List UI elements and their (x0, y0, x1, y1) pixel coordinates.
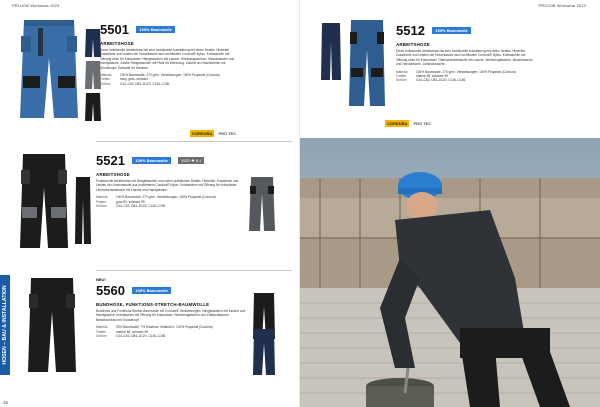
pants-image-5560 (26, 276, 78, 376)
pants-thumb-5521-2 (248, 176, 276, 232)
section-divider (96, 270, 292, 271)
section-tab-label: HOSEN – BAU & INSTALLATION (2, 285, 8, 365)
new-tag: NEU! (96, 277, 106, 282)
cordura-logo: CORDURA (387, 121, 408, 126)
pants-thumb-5501-3 (84, 92, 102, 122)
material-badge: 100% Baumwolle (132, 287, 170, 294)
spec-row: Größen C44–C62, D84–D120, C146–C156 (100, 81, 170, 86)
material-badge: 100% Baumwolle (432, 27, 470, 34)
product-5560 (96, 277, 246, 338)
variant-badge: 5522 ✚ 5.1 (178, 157, 204, 164)
spec-row: Material 100% Baumwolle, 270 g/m². Verstärkungen: 100% Polyamid (Cordura) (100, 73, 220, 78)
page-number: 16 (3, 400, 9, 405)
section-tab (0, 275, 10, 375)
pants-image-5521 (18, 152, 70, 252)
spec-row: Größen C44–C62, D84–D120, C146–C156 (96, 333, 166, 338)
spec-row: Größen C44–C62, D84–D120, C146–C156 (396, 78, 466, 83)
spec-list (396, 70, 536, 83)
protec-logo: PRO TEC (218, 131, 237, 136)
pants-image-5512-navy (320, 22, 342, 82)
spec-row: Material 100% Baumwolle, 270 g/m². Verstärkungen: 100% Polyamid (Cordura) (96, 195, 216, 200)
spec-list (100, 73, 240, 86)
spec-row: Material 93% Baumwolle, 7% Elasthan. Material 2: 100% Polyamid (Cordura) (96, 325, 213, 330)
spec-row: Material 100% Baumwolle, 270 g/m². Verstärkungen: 100% Polyamid (Cordura) (396, 69, 516, 74)
product-description: Bundhose aus Funktions-Stretch-Baumwolle mit Cordura®-Verstärkungen. Hängetaschen mit Lasche und Handytasche. Knietaschen mit Öffnung für Kniepolster. Werkzeugtaschen und Zollstocktasche. Beinabschluss mit Druckknopf. (96, 309, 246, 322)
running-header: PROJOB Workwear 2023 (538, 3, 586, 8)
product-title: ARBEITSHOSE (396, 42, 430, 47)
spec-row: Farben marine 58, schwarz 99 (96, 329, 149, 334)
product-title: BUNDHOSE, FUNKTIONS-STRETCH-BAUMWOLLE (96, 302, 210, 307)
spec-row: Farben grau 90, schwarz 99 (96, 199, 145, 204)
product-number: 5512 (396, 23, 425, 39)
running-header: PROJOB Workwear 2023 (12, 3, 60, 8)
product-description: Funktionelle Arbeitshose mit Hängetaschen und vielen praktischen Details. Hinterteil, Zusatzknie und Leisten der Hosentasche aus hochfestem Cordura® Nylon. Knietaschen mit Öffnung für Kniepolster. Oberschenkeltasche mit Lasche und Handytasche. (96, 179, 239, 192)
product-number: 5521 (96, 153, 125, 169)
spec-row: Größen C44–C62, D84–D120, C146–C156 (96, 203, 166, 208)
product-description: Diese funktionelle Arbeitshose hat eine funktionelle Ausstattung mit vielen Details. Hinterteil, Zusatzknie und Leisten der Hosentasche aus hochfestem Cordura® Nylon. Knietaschen mit Öffnung oben für Kniepolster. Oberschenkeltasche mit Lasche. Werkzeugtaschen, Messertasche und Handytasche. Zollstocktasche. (396, 49, 533, 67)
feature-logos (385, 120, 431, 127)
material-badge: 100% Baumwolle (136, 26, 174, 33)
product-title: ARBEITSHOSE (100, 41, 134, 46)
protec-logo: PRO TEC (413, 121, 432, 126)
pants-thumb-5560-2 (252, 328, 276, 376)
spec-row: Farben navy, grau, schwarz (100, 77, 149, 82)
pants-image-5501 (18, 18, 80, 123)
product-5512 (396, 22, 536, 83)
worker-photo (300, 138, 600, 407)
section-divider (96, 141, 292, 142)
product-description: Diese funktionelle Arbeitshose hat eine funktionelle Ausstattung mit vielen Details. Hinterteil, Zusatzknie und Leisten der Hosentasche aus hochfestem Cordura® Nylon. Knietaschen mit Öffnung oben für Kniepolster. Hängetaschen mit Lasche. Werkzeugtaschen, Messertasche und Handytasche. Zweite Hängetaschen mit Platz für Werkzeug. Lasche an Hosenbeinen mit Druckknopf. Schlaufe für Hammer. (100, 48, 235, 70)
spec-list (96, 325, 246, 338)
material-badge: 100% Baumwolle (132, 157, 170, 164)
construction-scene (300, 138, 600, 407)
product-number: 5560 (96, 283, 125, 299)
product-number: 5501 (100, 22, 129, 38)
product-5501 (100, 21, 240, 86)
pants-thumb-5521-1 (74, 176, 92, 246)
pants-image-5512-front (348, 18, 386, 110)
product-title: ARBEITSHOSE (96, 172, 130, 177)
spec-row: Farben marine 58, schwarz 99 (396, 73, 449, 78)
product-5521 (96, 152, 246, 208)
cordura-logo: CORDURA (192, 131, 213, 136)
spec-list (96, 195, 246, 208)
feature-logos (190, 130, 236, 137)
